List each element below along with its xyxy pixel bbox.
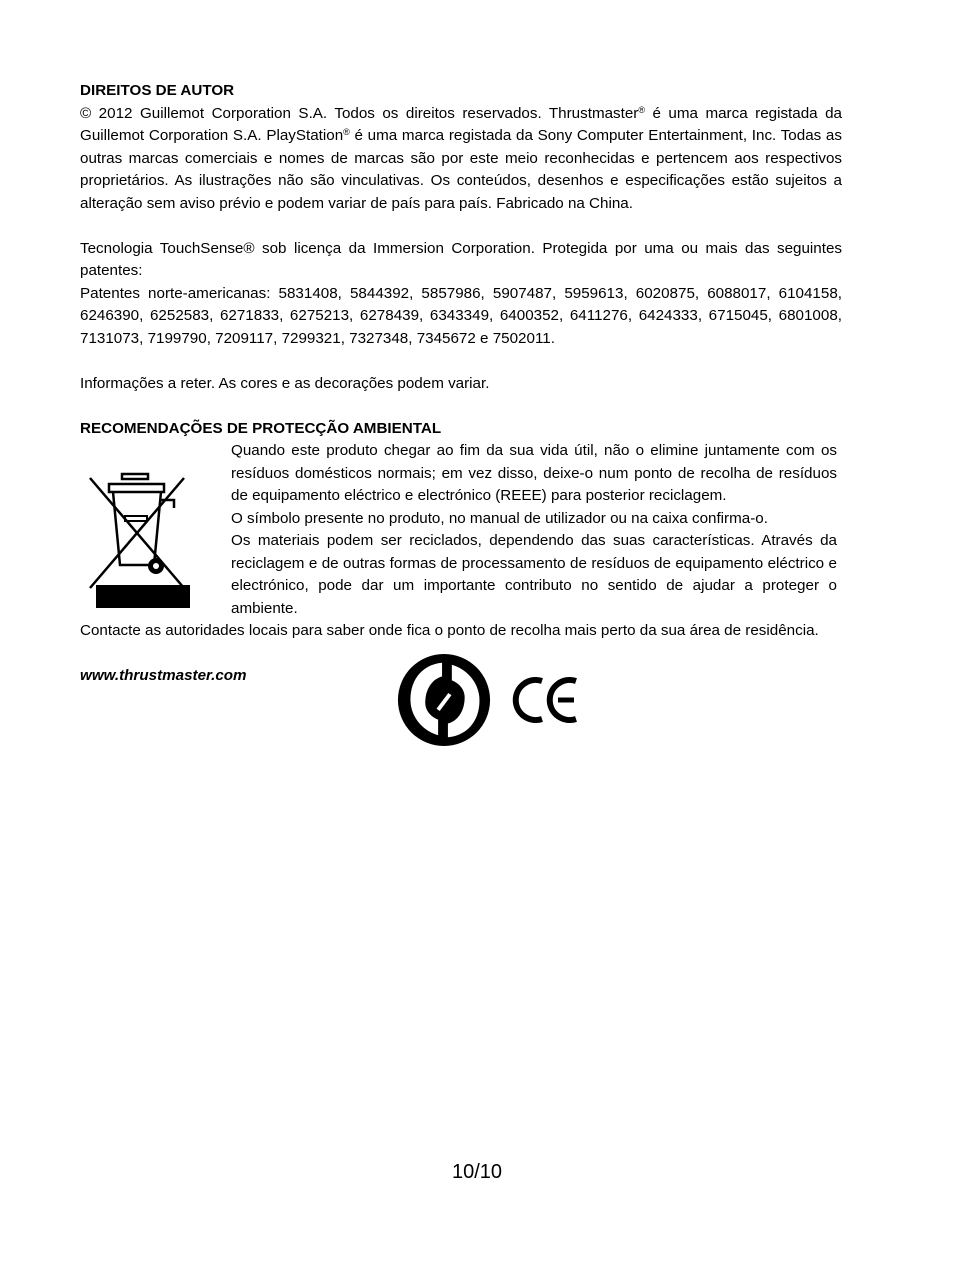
copyright-paragraph — [80, 103, 842, 216]
environment-para-1: Quando este produto chegar ao fim da sua vida útil, não o elimine juntamente com os resíduos domésticos normais; em vez disso, deixe-o num ponto de recolha de resíduos de equipamento eléctrico e electrónico (REEE) para posterior reciclagem. — [231, 442, 837, 504]
environment-text — [231, 440, 837, 620]
green-dot-recycling-icon — [395, 651, 493, 749]
copyright-text-2: é uma marca registada da Guillemot Corporation S.A. PlayStation — [80, 104, 843, 144]
registered-mark-1: ® — [638, 104, 645, 115]
environment-para-3: Os materiais podem ser reciclados, dependendo das suas características. Através da reciclagem e de outras formas de processamento de resíduos de equipamento eléctrico e electrónico, pode dar um importante contributo no sentido de ajudar a proteger o ambiente. — [231, 532, 837, 617]
page-number: 10/10 — [451, 1161, 503, 1183]
weee-crossed-bin-icon — [84, 470, 194, 608]
info-note: Informações a reter. As cores e as decorações podem variar. — [80, 374, 490, 392]
patents-intro: Tecnologia TouchSense® sob licença da Immersion Corporation. Protegida por uma ou mais das seguintes patentes: — [80, 239, 842, 279]
environment-para-4: Contacte as autoridades locais para saber onde fica o ponto de recolha mais perto da sua área de residência. — [80, 622, 819, 639]
copyright-text-1: © 2012 Guillemot Corporation S.A. Todos os direitos reservados. Thrustmaster — [80, 104, 639, 122]
patents-list: Patentes norte-americanas: 5831408, 5844392, 5857986, 5907487, 5959613, 6020875, 6088017, 6104158, 6246390, 6252583, 6271833, 6275213, 6278439, 6343349, 6400352, 6411276, 6424333, 6715045, 6801008, 7131073, 7199790, 7209117, 7299321, 7327348, 7345672 e 7502011. — [80, 284, 842, 347]
ce-mark-icon — [512, 677, 582, 723]
footer-logos-row — [80, 665, 842, 775]
copyright-heading: DIREITOS DE AUTOR — [80, 82, 235, 99]
document-page — [80, 80, 842, 775]
environment-para-2: O símbolo presente no produto, no manual de utilizador ou na caixa confirma-o. — [231, 509, 768, 527]
environment-block — [80, 440, 837, 643]
registered-mark-2: ® — [343, 127, 350, 137]
copyright-text-3: é uma marca registada da Sony Computer Entertainment, Inc. Todas as outras marcas comerciais e nomes de marcas são por este meio reconhecidas e pertencem aos respectivos proprietários. As ilustrações não são vinculativas. Os conteúdos, desenhos e especificações estão sujeitos a alteração sem aviso prévio e podem variar de país para país. Fabricado na China. — [80, 127, 842, 212]
website-link[interactable]: www.thrustmaster.com — [80, 667, 247, 684]
environment-heading: RECOMENDAÇÕES DE PROTECÇÃO AMBIENTAL — [80, 419, 442, 437]
